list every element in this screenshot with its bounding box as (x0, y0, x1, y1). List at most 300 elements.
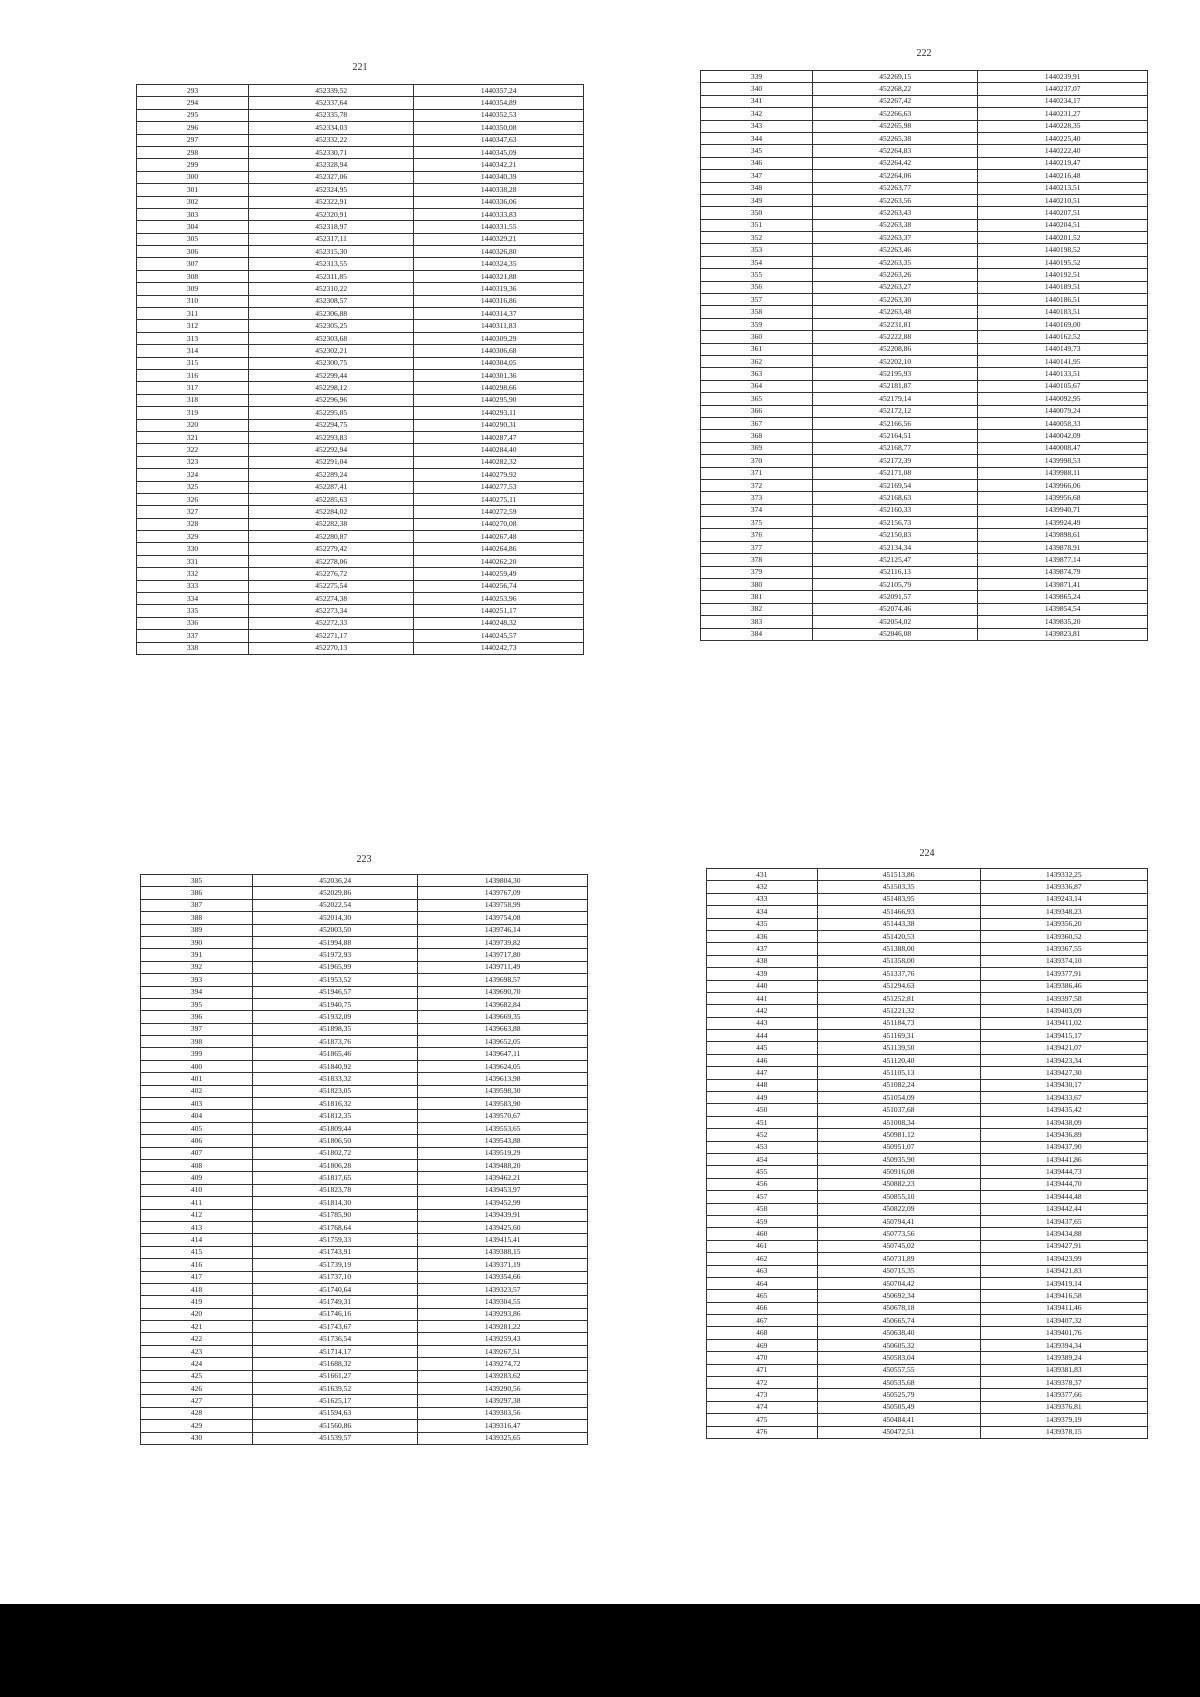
y-coordinate-cell: 1439297,38 (418, 1395, 588, 1407)
y-coordinate-cell: 1439690,70 (418, 986, 588, 998)
table-row (707, 1079, 1148, 1091)
table-row (137, 568, 584, 580)
x-coordinate-cell: 451466,93 (817, 906, 980, 918)
table-row (141, 1135, 588, 1147)
table-row (701, 492, 1148, 504)
point-number-cell: 365 (701, 393, 813, 405)
point-number-cell: 328 (137, 518, 249, 530)
table-row (141, 986, 588, 998)
point-number-cell: 350 (701, 207, 813, 219)
point-number-cell: 379 (701, 566, 813, 578)
point-number-cell: 433 (707, 893, 818, 905)
point-number-cell: 463 (707, 1265, 818, 1277)
x-coordinate-cell: 452029,86 (253, 887, 418, 899)
y-coordinate-cell: 1439453,97 (418, 1184, 588, 1196)
point-number-cell: 411 (141, 1197, 253, 1209)
table-row (707, 1253, 1148, 1265)
point-number-cell: 441 (707, 992, 818, 1004)
x-coordinate-cell: 451932,09 (253, 1011, 418, 1023)
table-row (137, 394, 584, 406)
x-coordinate-cell: 451806,28 (253, 1159, 418, 1171)
point-number-cell: 401 (141, 1073, 253, 1085)
point-number-cell: 364 (701, 380, 813, 392)
table-row (137, 85, 584, 97)
table-row (707, 1401, 1148, 1413)
y-coordinate-cell: 1440287,47 (414, 431, 584, 443)
table-row (701, 455, 1148, 467)
x-coordinate-cell: 452263,35 (813, 256, 978, 268)
table-row (137, 605, 584, 617)
point-number-cell: 414 (141, 1234, 253, 1246)
point-number-cell: 416 (141, 1259, 253, 1271)
point-number-cell: 428 (141, 1407, 253, 1419)
point-number-cell: 427 (141, 1395, 253, 1407)
point-number-cell: 337 (137, 630, 249, 642)
x-coordinate-cell: 452054,02 (813, 616, 978, 628)
y-coordinate-cell: 1440338,28 (414, 184, 584, 196)
table-row (701, 355, 1148, 367)
x-coordinate-cell: 452327,06 (249, 171, 414, 183)
x-coordinate-cell: 452284,02 (249, 506, 414, 518)
point-number-cell: 420 (141, 1308, 253, 1320)
point-number-cell: 398 (141, 1036, 253, 1048)
point-number-cell: 373 (701, 492, 813, 504)
point-number-cell: 380 (701, 579, 813, 591)
y-coordinate-cell: 1440306,68 (414, 345, 584, 357)
point-number-cell: 392 (141, 961, 253, 973)
y-coordinate-cell: 1439427,91 (980, 1240, 1147, 1252)
table-row (707, 869, 1148, 881)
x-coordinate-cell: 452308,57 (249, 295, 414, 307)
point-number-cell: 320 (137, 419, 249, 431)
y-coordinate-cell: 1439267,51 (418, 1345, 588, 1357)
table-row (707, 1364, 1148, 1376)
table-row (707, 1327, 1148, 1339)
table-row (137, 246, 584, 258)
point-number-cell: 331 (137, 555, 249, 567)
x-coordinate-cell: 451749,31 (253, 1296, 418, 1308)
y-coordinate-cell: 1439403,09 (980, 1005, 1147, 1017)
y-coordinate-cell: 1439394,34 (980, 1339, 1147, 1351)
table-row (707, 1166, 1148, 1178)
x-coordinate-cell: 451594,63 (253, 1407, 418, 1419)
y-coordinate-cell: 1440092,95 (978, 393, 1148, 405)
y-coordinate-cell: 1439430,17 (980, 1079, 1147, 1091)
y-coordinate-cell: 1439325,65 (418, 1432, 588, 1444)
table-row (701, 145, 1148, 157)
point-number-cell: 354 (701, 256, 813, 268)
y-coordinate-cell: 1439378,15 (980, 1426, 1147, 1438)
x-coordinate-cell: 451443,38 (817, 918, 980, 930)
table-row (137, 407, 584, 419)
y-coordinate-cell: 1439274,72 (418, 1358, 588, 1370)
point-number-cell: 451 (707, 1116, 818, 1128)
table-row (137, 221, 584, 233)
y-coordinate-cell: 1439367,55 (980, 943, 1147, 955)
table-row (707, 1178, 1148, 1190)
x-coordinate-cell: 452003,50 (253, 924, 418, 936)
table-row (141, 1321, 588, 1333)
y-coordinate-cell: 1440329,21 (414, 233, 584, 245)
y-coordinate-cell: 1439437,65 (980, 1215, 1147, 1227)
table-row (137, 308, 584, 320)
point-number-cell: 362 (701, 355, 813, 367)
point-number-cell: 385 (141, 875, 253, 887)
x-coordinate-cell: 450773,56 (817, 1228, 980, 1240)
x-coordinate-cell: 451221,32 (817, 1005, 980, 1017)
table-row (137, 345, 584, 357)
point-number-cell: 442 (707, 1005, 818, 1017)
point-number-cell: 390 (141, 936, 253, 948)
table-row (707, 1240, 1148, 1252)
x-coordinate-cell: 450822,09 (817, 1203, 980, 1215)
table-row (137, 593, 584, 605)
y-coordinate-cell: 1439316,47 (418, 1420, 588, 1432)
y-coordinate-cell: 1440105,67 (978, 380, 1148, 392)
table-row (707, 1315, 1148, 1327)
y-coordinate-cell: 1439438,09 (980, 1116, 1147, 1128)
y-coordinate-cell: 1439323,57 (418, 1283, 588, 1295)
y-coordinate-cell: 1440234,17 (978, 95, 1148, 107)
point-number-cell: 304 (137, 221, 249, 233)
point-number-cell: 443 (707, 1017, 818, 1029)
point-number-cell: 413 (141, 1221, 253, 1233)
point-number-cell: 415 (141, 1246, 253, 1258)
x-coordinate-cell: 452330,71 (249, 146, 414, 158)
y-coordinate-cell: 1440331,55 (414, 221, 584, 233)
point-number-cell: 422 (141, 1333, 253, 1345)
table-row (701, 318, 1148, 330)
point-number-cell: 299 (137, 159, 249, 171)
x-coordinate-cell: 452046,08 (813, 628, 978, 640)
point-number-cell: 318 (137, 394, 249, 406)
table-row (137, 382, 584, 394)
table-row (141, 1358, 588, 1370)
x-coordinate-cell: 450916,08 (817, 1166, 980, 1178)
point-number-cell: 340 (701, 83, 813, 95)
x-coordinate-cell: 452293,83 (249, 431, 414, 443)
point-number-cell: 310 (137, 295, 249, 307)
x-coordinate-cell: 452231,81 (813, 318, 978, 330)
y-coordinate-cell: 1440210,51 (978, 194, 1148, 206)
table-row (141, 899, 588, 911)
x-coordinate-cell: 452339,52 (249, 85, 414, 97)
y-coordinate-cell: 1439746,14 (418, 924, 588, 936)
table-row (137, 258, 584, 270)
table-row (707, 1104, 1148, 1116)
x-coordinate-cell: 452287,41 (249, 481, 414, 493)
point-number-cell: 464 (707, 1277, 818, 1289)
x-coordinate-cell: 451972,93 (253, 949, 418, 961)
point-number-cell: 378 (701, 554, 813, 566)
table-row (141, 974, 588, 986)
x-coordinate-cell: 450472,51 (817, 1426, 980, 1438)
table-row (141, 1246, 588, 1258)
x-coordinate-cell: 451714,17 (253, 1345, 418, 1357)
table-row (141, 1036, 588, 1048)
point-number-cell: 345 (701, 145, 813, 157)
point-number-cell: 472 (707, 1377, 818, 1389)
y-coordinate-cell: 1440192,51 (978, 269, 1148, 281)
point-number-cell: 412 (141, 1209, 253, 1221)
x-coordinate-cell: 452269,15 (813, 71, 978, 83)
point-number-cell: 303 (137, 208, 249, 220)
x-coordinate-cell: 450715,35 (817, 1265, 980, 1277)
point-number-cell: 311 (137, 308, 249, 320)
table-row (137, 506, 584, 518)
point-number-cell: 450 (707, 1104, 818, 1116)
y-coordinate-cell: 1440319,36 (414, 283, 584, 295)
x-coordinate-cell: 452332,22 (249, 134, 414, 146)
point-number-cell: 404 (141, 1110, 253, 1122)
point-number-cell: 435 (707, 918, 818, 930)
point-number-cell: 386 (141, 887, 253, 899)
y-coordinate-cell: 1439356,20 (980, 918, 1147, 930)
page-222 (700, 48, 1148, 738)
scan-bottom-border (0, 1604, 1200, 1697)
point-number-cell: 312 (137, 320, 249, 332)
point-number-cell: 458 (707, 1203, 818, 1215)
point-number-cell: 377 (701, 541, 813, 553)
table-row (141, 1209, 588, 1221)
point-number-cell: 361 (701, 343, 813, 355)
x-coordinate-cell: 452263,77 (813, 182, 978, 194)
point-number-cell: 355 (701, 269, 813, 281)
table-row (707, 1042, 1148, 1054)
y-coordinate-cell: 1439259,43 (418, 1333, 588, 1345)
y-coordinate-cell: 1439437,90 (980, 1141, 1147, 1153)
point-number-cell: 363 (701, 368, 813, 380)
table-row (141, 1383, 588, 1395)
point-number-cell: 468 (707, 1327, 818, 1339)
table-row (137, 283, 584, 295)
y-coordinate-cell: 1439397,58 (980, 992, 1147, 1004)
x-coordinate-cell: 450678,18 (817, 1302, 980, 1314)
table-row (707, 1017, 1148, 1029)
y-coordinate-cell: 1439652,05 (418, 1036, 588, 1048)
y-coordinate-cell: 1440183,51 (978, 306, 1148, 318)
table-row (707, 881, 1148, 893)
table-row (707, 1377, 1148, 1389)
table-row (141, 1060, 588, 1072)
point-number-cell: 359 (701, 318, 813, 330)
point-number-cell: 307 (137, 258, 249, 270)
x-coordinate-cell: 450981,12 (817, 1129, 980, 1141)
x-coordinate-cell: 452335,78 (249, 109, 414, 121)
x-coordinate-cell: 452036,24 (253, 875, 418, 887)
table-row (701, 467, 1148, 479)
point-number-cell: 324 (137, 469, 249, 481)
y-coordinate-cell: 1440290,31 (414, 419, 584, 431)
x-coordinate-cell: 450665,74 (817, 1315, 980, 1327)
y-coordinate-cell: 1440169,00 (978, 318, 1148, 330)
x-coordinate-cell: 452310,22 (249, 283, 414, 295)
x-coordinate-cell: 451823,05 (253, 1085, 418, 1097)
point-number-cell: 369 (701, 442, 813, 454)
table-row (701, 417, 1148, 429)
table-row (137, 630, 584, 642)
y-coordinate-cell: 1439442,44 (980, 1203, 1147, 1215)
x-coordinate-cell: 452320,91 (249, 208, 414, 220)
y-coordinate-cell: 1439379,19 (980, 1414, 1147, 1426)
point-number-cell: 302 (137, 196, 249, 208)
y-coordinate-cell: 1440321,88 (414, 270, 584, 282)
point-number-cell: 402 (141, 1085, 253, 1097)
x-coordinate-cell: 450794,41 (817, 1215, 980, 1227)
table-row (707, 1265, 1148, 1277)
x-coordinate-cell: 452298,12 (249, 382, 414, 394)
x-coordinate-cell: 451513,86 (817, 869, 980, 881)
y-coordinate-cell: 1439439,91 (418, 1209, 588, 1221)
y-coordinate-cell: 1439374,10 (980, 955, 1147, 967)
y-coordinate-cell: 1440042,09 (978, 430, 1148, 442)
table-row (701, 579, 1148, 591)
page-224 (706, 848, 1148, 1550)
y-coordinate-cell: 1440284,40 (414, 444, 584, 456)
x-coordinate-cell: 451625,17 (253, 1395, 418, 1407)
table-row (141, 1395, 588, 1407)
point-number-cell: 367 (701, 417, 813, 429)
x-coordinate-cell: 452280,87 (249, 531, 414, 543)
point-number-cell: 372 (701, 479, 813, 491)
coordinates-table (706, 868, 1148, 1439)
y-coordinate-cell: 1440239,91 (978, 71, 1148, 83)
x-coordinate-cell: 451639,52 (253, 1383, 418, 1395)
table-row (141, 1333, 588, 1345)
table-row (707, 1153, 1148, 1165)
y-coordinate-cell: 1439332,25 (980, 869, 1147, 881)
table-row (707, 1215, 1148, 1227)
x-coordinate-cell: 450745,02 (817, 1240, 980, 1252)
table-row (141, 1271, 588, 1283)
x-coordinate-cell: 452334,03 (249, 122, 414, 134)
point-number-cell: 389 (141, 924, 253, 936)
point-number-cell: 455 (707, 1166, 818, 1178)
table-row (701, 132, 1148, 144)
coordinates-table (140, 874, 588, 1445)
x-coordinate-cell: 451817,65 (253, 1172, 418, 1184)
y-coordinate-cell: 1439435,42 (980, 1104, 1147, 1116)
table-row (137, 184, 584, 196)
point-number-cell: 449 (707, 1092, 818, 1104)
point-number-cell: 406 (141, 1135, 253, 1147)
y-coordinate-cell: 1440272,59 (414, 506, 584, 518)
point-number-cell: 381 (701, 591, 813, 603)
point-number-cell: 424 (141, 1358, 253, 1370)
y-coordinate-cell: 1440342,21 (414, 159, 584, 171)
x-coordinate-cell: 451252,81 (817, 992, 980, 1004)
table-row (701, 294, 1148, 306)
point-number-cell: 453 (707, 1141, 818, 1153)
x-coordinate-cell: 452270,13 (249, 642, 414, 654)
x-coordinate-cell: 452305,25 (249, 320, 414, 332)
x-coordinate-cell: 452266,63 (813, 108, 978, 120)
table-row (137, 171, 584, 183)
y-coordinate-cell: 1440262,20 (414, 555, 584, 567)
y-coordinate-cell: 1440133,51 (978, 368, 1148, 380)
y-coordinate-cell: 1440008,47 (978, 442, 1148, 454)
table-row (141, 1432, 588, 1444)
y-coordinate-cell: 1439434,88 (980, 1228, 1147, 1240)
x-coordinate-cell: 452022,54 (253, 899, 418, 911)
table-row (137, 444, 584, 456)
x-coordinate-cell: 450951,07 (817, 1141, 980, 1153)
table-row (701, 393, 1148, 405)
table-row (701, 83, 1148, 95)
x-coordinate-cell: 452318,97 (249, 221, 414, 233)
y-coordinate-cell: 1440198,52 (978, 244, 1148, 256)
table-row (701, 529, 1148, 541)
point-number-cell: 352 (701, 232, 813, 244)
x-coordinate-cell: 452263,43 (813, 207, 978, 219)
table-row (137, 97, 584, 109)
y-coordinate-cell: 1440295,90 (414, 394, 584, 406)
x-coordinate-cell: 452263,26 (813, 269, 978, 281)
point-number-cell: 314 (137, 345, 249, 357)
y-coordinate-cell: 1440304,05 (414, 357, 584, 369)
table-row (137, 146, 584, 158)
table-row (701, 108, 1148, 120)
table-row (707, 1339, 1148, 1351)
x-coordinate-cell: 451816,32 (253, 1098, 418, 1110)
point-number-cell: 432 (707, 881, 818, 893)
point-number-cell: 301 (137, 184, 249, 196)
point-number-cell: 457 (707, 1191, 818, 1203)
x-coordinate-cell: 452292,94 (249, 444, 414, 456)
point-number-cell: 425 (141, 1370, 253, 1382)
y-coordinate-cell: 1439381,83 (980, 1364, 1147, 1376)
y-coordinate-cell: 1439711,49 (418, 961, 588, 973)
table-row (141, 1308, 588, 1320)
point-number-cell: 338 (137, 642, 249, 654)
point-number-cell: 329 (137, 531, 249, 543)
x-coordinate-cell: 451661,27 (253, 1370, 418, 1382)
y-coordinate-cell: 1439966,06 (978, 479, 1148, 491)
y-coordinate-cell: 1439758,99 (418, 899, 588, 911)
point-number-cell: 315 (137, 357, 249, 369)
table-row (701, 71, 1148, 83)
table-row (137, 295, 584, 307)
x-coordinate-cell: 452265,38 (813, 132, 978, 144)
y-coordinate-cell: 1440350,08 (414, 122, 584, 134)
point-number-cell: 332 (137, 568, 249, 580)
point-number-cell: 308 (137, 270, 249, 282)
table-row (701, 281, 1148, 293)
table-row (137, 481, 584, 493)
table-row (701, 517, 1148, 529)
point-number-cell: 475 (707, 1414, 818, 1426)
x-coordinate-cell: 452074,46 (813, 603, 978, 615)
x-coordinate-cell: 451946,57 (253, 986, 418, 998)
y-coordinate-cell: 1439423,99 (980, 1253, 1147, 1265)
y-coordinate-cell: 1439389,24 (980, 1352, 1147, 1364)
y-coordinate-cell: 1439411,02 (980, 1017, 1147, 1029)
table-row (141, 1407, 588, 1419)
x-coordinate-cell: 451739,19 (253, 1259, 418, 1271)
table-row (701, 306, 1148, 318)
y-coordinate-cell: 1440149,73 (978, 343, 1148, 355)
x-coordinate-cell: 452303,68 (249, 332, 414, 344)
x-coordinate-cell: 451169,31 (817, 1030, 980, 1042)
table-row (137, 208, 584, 220)
y-coordinate-cell: 1439444,73 (980, 1166, 1147, 1178)
x-coordinate-cell: 452179,14 (813, 393, 978, 405)
y-coordinate-cell: 1440245,57 (414, 630, 584, 642)
y-coordinate-cell: 1440225,40 (978, 132, 1148, 144)
table-row (701, 603, 1148, 615)
table-row (141, 1420, 588, 1432)
y-coordinate-cell: 1439767,09 (418, 887, 588, 899)
